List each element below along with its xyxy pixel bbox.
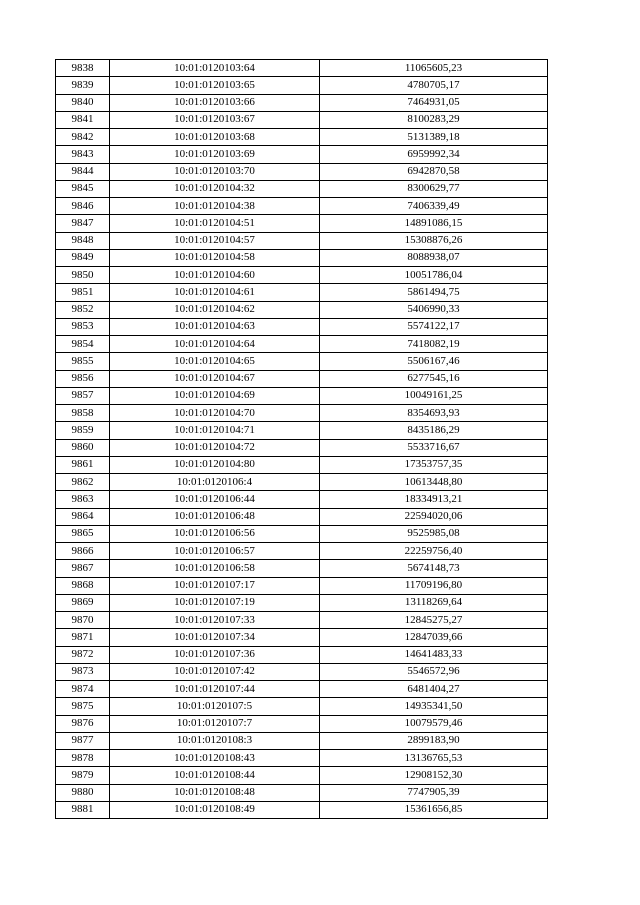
table-row bbox=[56, 439, 548, 456]
row-number-cell: 9848 bbox=[56, 232, 110, 249]
cadastral-number-cell: 10:01:0120108:3 bbox=[110, 732, 320, 749]
cadastral-number-cell: 10:01:0120103:65 bbox=[110, 77, 320, 94]
cadastral-value-cell: 12908152,30 bbox=[320, 767, 548, 784]
table-row bbox=[56, 353, 548, 370]
cadastral-value-cell: 5506167,46 bbox=[320, 353, 548, 370]
cadastral-value-cell: 5674148,73 bbox=[320, 560, 548, 577]
table-row bbox=[56, 646, 548, 663]
cadastral-number-cell: 10:01:0120104:60 bbox=[110, 267, 320, 284]
cadastral-number-cell: 10:01:0120104:32 bbox=[110, 180, 320, 197]
row-number-cell: 9843 bbox=[56, 146, 110, 163]
table-row bbox=[56, 767, 548, 784]
table-row bbox=[56, 750, 548, 767]
cadastral-value-cell: 17353757,35 bbox=[320, 456, 548, 473]
row-number-cell: 9853 bbox=[56, 318, 110, 335]
table-row bbox=[56, 370, 548, 387]
cadastral-number-cell: 10:01:0120103:67 bbox=[110, 111, 320, 128]
cadastral-number-cell: 10:01:0120104:69 bbox=[110, 387, 320, 404]
cadastral-value-cell: 15361656,85 bbox=[320, 801, 548, 818]
cadastral-number-cell: 10:01:0120107:5 bbox=[110, 698, 320, 715]
cadastral-number-cell: 10:01:0120107:7 bbox=[110, 715, 320, 732]
row-number-cell: 9852 bbox=[56, 301, 110, 318]
cadastral-value-cell: 15308876,26 bbox=[320, 232, 548, 249]
table-row bbox=[56, 594, 548, 611]
cadastral-number-cell: 10:01:0120108:48 bbox=[110, 784, 320, 801]
table-row bbox=[56, 698, 548, 715]
row-number-cell: 9860 bbox=[56, 439, 110, 456]
row-number-cell: 9840 bbox=[56, 94, 110, 111]
cadastral-value-cell: 14641483,33 bbox=[320, 646, 548, 663]
table-row bbox=[56, 612, 548, 629]
table-row bbox=[56, 405, 548, 422]
table-row bbox=[56, 629, 548, 646]
row-number-cell: 9849 bbox=[56, 249, 110, 266]
table-row bbox=[56, 146, 548, 163]
cadastral-number-cell: 10:01:0120108:44 bbox=[110, 767, 320, 784]
table-row bbox=[56, 560, 548, 577]
cadastral-value-cell: 8354693,93 bbox=[320, 405, 548, 422]
cadastral-number-cell: 10:01:0120103:68 bbox=[110, 129, 320, 146]
cadastral-number-cell: 10:01:0120104:72 bbox=[110, 439, 320, 456]
row-number-cell: 9873 bbox=[56, 663, 110, 680]
cadastral-number-cell: 10:01:0120104:71 bbox=[110, 422, 320, 439]
row-number-cell: 9866 bbox=[56, 543, 110, 560]
cadastral-number-cell: 10:01:0120104:61 bbox=[110, 284, 320, 301]
table-body bbox=[56, 60, 548, 819]
cadastral-value-cell: 9525985,08 bbox=[320, 525, 548, 542]
cadastral-value-cell: 12845275,27 bbox=[320, 612, 548, 629]
row-number-cell: 9844 bbox=[56, 163, 110, 180]
cadastral-value-cell: 10051786,04 bbox=[320, 267, 548, 284]
table-row bbox=[56, 663, 548, 680]
table-row bbox=[56, 508, 548, 525]
row-number-cell: 9879 bbox=[56, 767, 110, 784]
cadastral-number-cell: 10:01:0120107:19 bbox=[110, 594, 320, 611]
table-row bbox=[56, 198, 548, 215]
cadastral-number-cell: 10:01:0120106:48 bbox=[110, 508, 320, 525]
table-row bbox=[56, 94, 548, 111]
row-number-cell: 9861 bbox=[56, 456, 110, 473]
cadastral-value-cell: 5406990,33 bbox=[320, 301, 548, 318]
table-row bbox=[56, 215, 548, 232]
row-number-cell: 9870 bbox=[56, 612, 110, 629]
cadastral-value-cell: 6959992,34 bbox=[320, 146, 548, 163]
row-number-cell: 9874 bbox=[56, 681, 110, 698]
cadastral-number-cell: 10:01:0120106:58 bbox=[110, 560, 320, 577]
row-number-cell: 9845 bbox=[56, 180, 110, 197]
cadastral-number-cell: 10:01:0120104:64 bbox=[110, 336, 320, 353]
cadastral-value-cell: 14891086,15 bbox=[320, 215, 548, 232]
cadastral-value-cell: 13118269,64 bbox=[320, 594, 548, 611]
cadastral-number-cell: 10:01:0120106:57 bbox=[110, 543, 320, 560]
row-number-cell: 9846 bbox=[56, 198, 110, 215]
cadastral-value-cell: 13136765,53 bbox=[320, 750, 548, 767]
cadastral-number-cell: 10:01:0120104:70 bbox=[110, 405, 320, 422]
table-row bbox=[56, 232, 548, 249]
cadastral-number-cell: 10:01:0120104:67 bbox=[110, 370, 320, 387]
table-row bbox=[56, 525, 548, 542]
row-number-cell: 9877 bbox=[56, 732, 110, 749]
table-row bbox=[56, 681, 548, 698]
cadastral-value-cell: 5574122,17 bbox=[320, 318, 548, 335]
cadastral-number-cell: 10:01:0120107:44 bbox=[110, 681, 320, 698]
cadastral-number-cell: 10:01:0120106:4 bbox=[110, 474, 320, 491]
table-row bbox=[56, 577, 548, 594]
row-number-cell: 9847 bbox=[56, 215, 110, 232]
cadastral-number-cell: 10:01:0120106:56 bbox=[110, 525, 320, 542]
cadastral-number-cell: 10:01:0120104:80 bbox=[110, 456, 320, 473]
table-row bbox=[56, 715, 548, 732]
cadastral-number-cell: 10:01:0120108:43 bbox=[110, 750, 320, 767]
cadastral-number-cell: 10:01:0120104:65 bbox=[110, 353, 320, 370]
row-number-cell: 9869 bbox=[56, 594, 110, 611]
cadastral-value-cell: 5546572,96 bbox=[320, 663, 548, 680]
row-number-cell: 9868 bbox=[56, 577, 110, 594]
cadastral-number-cell: 10:01:0120103:70 bbox=[110, 163, 320, 180]
cadastral-value-cell: 10049161,25 bbox=[320, 387, 548, 404]
table-row bbox=[56, 180, 548, 197]
cadastral-number-cell: 10:01:0120107:33 bbox=[110, 612, 320, 629]
cadastral-value-cell: 4780705,17 bbox=[320, 77, 548, 94]
cadastral-value-cell: 7747905,39 bbox=[320, 784, 548, 801]
cadastral-value-cell: 6481404,27 bbox=[320, 681, 548, 698]
row-number-cell: 9855 bbox=[56, 353, 110, 370]
cadastral-value-cell: 18334913,21 bbox=[320, 491, 548, 508]
row-number-cell: 9856 bbox=[56, 370, 110, 387]
cadastral-value-cell: 12847039,66 bbox=[320, 629, 548, 646]
table-row bbox=[56, 474, 548, 491]
row-number-cell: 9858 bbox=[56, 405, 110, 422]
table-row bbox=[56, 267, 548, 284]
table-row bbox=[56, 301, 548, 318]
row-number-cell: 9850 bbox=[56, 267, 110, 284]
cadastral-number-cell: 10:01:0120106:44 bbox=[110, 491, 320, 508]
row-number-cell: 9876 bbox=[56, 715, 110, 732]
row-number-cell: 9864 bbox=[56, 508, 110, 525]
row-number-cell: 9851 bbox=[56, 284, 110, 301]
table-row bbox=[56, 732, 548, 749]
cadastral-number-cell: 10:01:0120104:63 bbox=[110, 318, 320, 335]
cadastral-number-cell: 10:01:0120107:36 bbox=[110, 646, 320, 663]
row-number-cell: 9871 bbox=[56, 629, 110, 646]
cadastral-number-cell: 10:01:0120108:49 bbox=[110, 801, 320, 818]
cadastral-value-cell: 22594020,06 bbox=[320, 508, 548, 525]
cadastral-value-cell: 8300629,77 bbox=[320, 180, 548, 197]
row-number-cell: 9839 bbox=[56, 77, 110, 94]
cadastral-value-cell: 10079579,46 bbox=[320, 715, 548, 732]
row-number-cell: 9842 bbox=[56, 129, 110, 146]
cadastral-number-cell: 10:01:0120103:69 bbox=[110, 146, 320, 163]
cadastral-value-cell: 5533716,67 bbox=[320, 439, 548, 456]
table-row bbox=[56, 491, 548, 508]
row-number-cell: 9862 bbox=[56, 474, 110, 491]
table-row bbox=[56, 111, 548, 128]
cadastral-value-cell: 6277545,16 bbox=[320, 370, 548, 387]
row-number-cell: 9875 bbox=[56, 698, 110, 715]
cadastral-value-cell: 7464931,05 bbox=[320, 94, 548, 111]
row-number-cell: 9880 bbox=[56, 784, 110, 801]
cadastral-number-cell: 10:01:0120104:62 bbox=[110, 301, 320, 318]
cadastral-value-cell: 14935341,50 bbox=[320, 698, 548, 715]
table-row bbox=[56, 77, 548, 94]
table-row bbox=[56, 784, 548, 801]
table-row bbox=[56, 422, 548, 439]
cadastral-value-cell: 7406339,49 bbox=[320, 198, 548, 215]
row-number-cell: 9865 bbox=[56, 525, 110, 542]
row-number-cell: 9867 bbox=[56, 560, 110, 577]
cadastral-number-cell: 10:01:0120107:42 bbox=[110, 663, 320, 680]
cadastral-value-cell: 8435186,29 bbox=[320, 422, 548, 439]
cadastral-value-cell: 8100283,29 bbox=[320, 111, 548, 128]
cadastral-number-cell: 10:01:0120104:51 bbox=[110, 215, 320, 232]
cadastral-value-cell: 11709196,80 bbox=[320, 577, 548, 594]
row-number-cell: 9881 bbox=[56, 801, 110, 818]
table-row bbox=[56, 801, 548, 818]
row-number-cell: 9857 bbox=[56, 387, 110, 404]
cadastral-value-cell: 5861494,75 bbox=[320, 284, 548, 301]
table-row bbox=[56, 60, 548, 77]
cadastral-number-cell: 10:01:0120107:17 bbox=[110, 577, 320, 594]
table-row bbox=[56, 456, 548, 473]
row-number-cell: 9872 bbox=[56, 646, 110, 663]
cadastral-number-cell: 10:01:0120107:34 bbox=[110, 629, 320, 646]
row-number-cell: 9859 bbox=[56, 422, 110, 439]
cadastral-value-cell: 7418082,19 bbox=[320, 336, 548, 353]
cadastral-value-cell: 6942870,58 bbox=[320, 163, 548, 180]
row-number-cell: 9854 bbox=[56, 336, 110, 353]
row-number-cell: 9841 bbox=[56, 111, 110, 128]
table-row bbox=[56, 163, 548, 180]
cadastral-value-cell: 8088938,07 bbox=[320, 249, 548, 266]
table-row bbox=[56, 318, 548, 335]
table-row bbox=[56, 336, 548, 353]
table-row bbox=[56, 129, 548, 146]
cadastral-number-cell: 10:01:0120104:58 bbox=[110, 249, 320, 266]
table-row bbox=[56, 284, 548, 301]
cadastral-number-cell: 10:01:0120103:66 bbox=[110, 94, 320, 111]
cadastral-number-cell: 10:01:0120104:57 bbox=[110, 232, 320, 249]
row-number-cell: 9863 bbox=[56, 491, 110, 508]
row-number-cell: 9838 bbox=[56, 60, 110, 77]
cadastral-value-cell: 10613448,80 bbox=[320, 474, 548, 491]
cadastral-value-cell: 22259756,40 bbox=[320, 543, 548, 560]
cadastral-value-cell: 11065605,23 bbox=[320, 60, 548, 77]
table-row bbox=[56, 249, 548, 266]
cadastral-value-cell: 2899183,90 bbox=[320, 732, 548, 749]
table-row bbox=[56, 387, 548, 404]
cadastral-value-table bbox=[55, 59, 548, 819]
cadastral-value-cell: 5131389,18 bbox=[320, 129, 548, 146]
cadastral-number-cell: 10:01:0120103:64 bbox=[110, 60, 320, 77]
row-number-cell: 9878 bbox=[56, 750, 110, 767]
cadastral-number-cell: 10:01:0120104:38 bbox=[110, 198, 320, 215]
table-row bbox=[56, 543, 548, 560]
